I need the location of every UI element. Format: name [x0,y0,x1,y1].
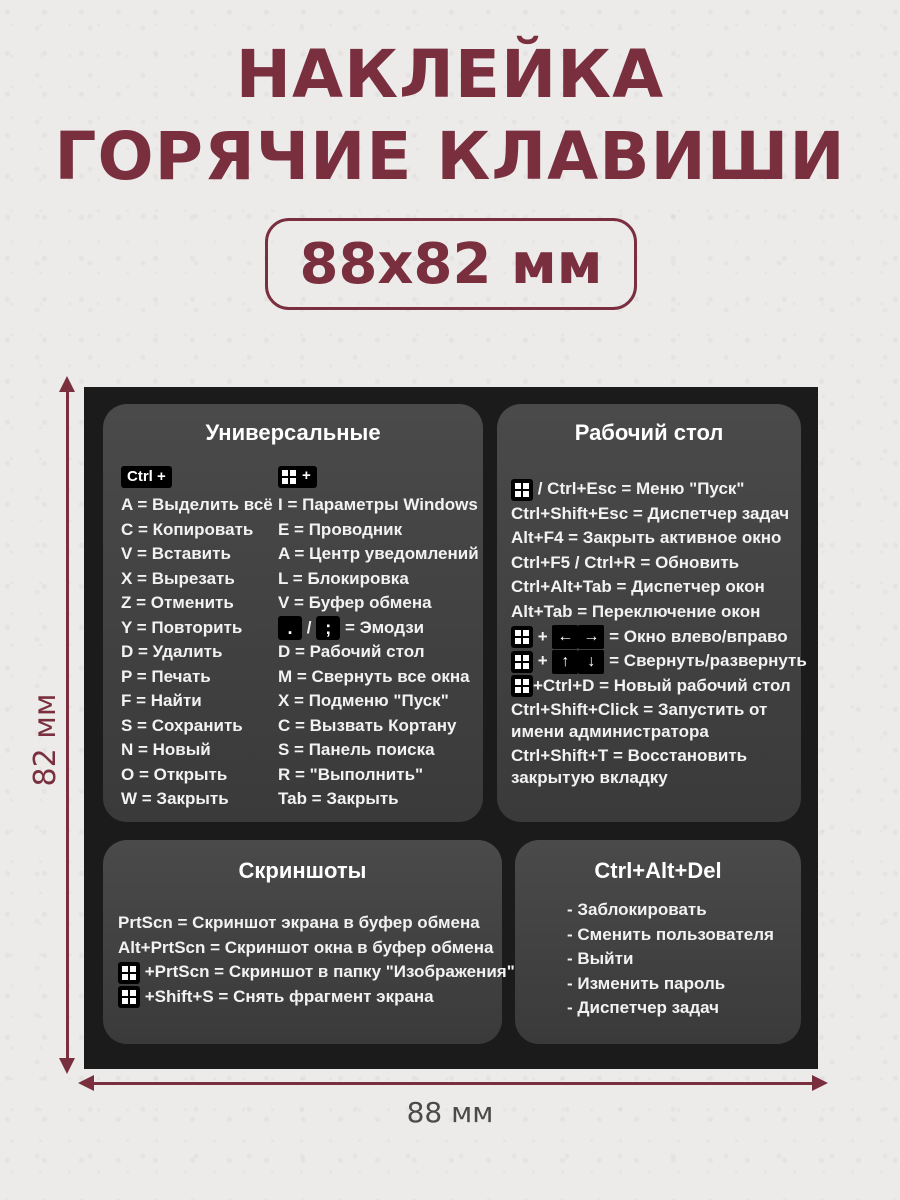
list-item: F = Найти [121,691,202,710]
list-item: M = Свернуть все окна [278,666,470,686]
panel-screenshots-title: Скриншоты [238,858,367,883]
list-item: - Сменить пользователя [567,924,774,944]
height-dimension-label: 82 мм [27,693,63,787]
list-item: V = Буфер обмена [278,593,432,612]
emoji-label: = Эмодзи [344,617,425,637]
list-item-emoji [278,616,479,641]
list-item: D = Рабочий стол [278,642,425,661]
list-item [118,985,515,1010]
list-item [511,477,793,502]
arrow-right-key-icon: → [578,625,604,649]
list-item: S = Сохранить [121,715,243,735]
list-item: X = Подменю "Пуск" [278,691,449,710]
plus-sign: + [537,651,548,671]
panel-universal [103,404,483,822]
list-item: Y = Повторить [121,617,243,637]
windows-icon [278,466,300,488]
list-item: - Изменить пароль [567,973,726,993]
list-item: V = Вставить [121,544,231,563]
windows-icon [511,479,533,501]
panel-ctrl-alt-del-title: Ctrl+Alt+Del [594,858,722,883]
win-key-combo [278,466,317,488]
list-item: X = Вырезать [121,568,235,588]
windows-icon [118,986,140,1008]
width-dimension-label: 88 мм [406,1096,494,1129]
size-badge [265,218,637,310]
list-item: Alt+PrtScn = Скриншот окна в буфер обмена [118,937,494,957]
sticker [84,387,818,1069]
list-item: O = Открыть [121,764,228,784]
list-item: A = Центр уведомлений [278,544,479,563]
arrow-up-key-icon: ↑ [552,650,578,674]
plus-sign: + [537,626,548,646]
list-item: - Выйти [567,949,634,968]
list-item-text: / Ctrl+Esc = Меню "Пуск" [537,479,745,498]
emoji-separator: / [306,617,312,637]
screenshot-shortcuts [118,911,515,1009]
list-item: A = Выделить всё [121,495,273,514]
list-item [118,960,515,985]
list-item: C = Копировать [121,519,254,539]
list-item-text: +Shift+S = Снять фрагмент экрана [144,986,434,1006]
list-item: имени администратора [511,721,709,741]
list-item-text: +Ctrl+D = Новый рабочий стол [533,675,791,695]
windows-icon [511,651,533,673]
title-line-1: НАКЛЕЙКА [235,36,665,113]
title-line-2: ГОРЯЧИЕ КЛАВИШИ [54,118,846,195]
plus-sign: + [302,467,311,485]
list-item: закрытую вкладку [511,767,668,787]
list-item: PrtScn = Скриншот экрана в буфер обмена [118,913,480,932]
list-item: L = Блокировка [278,568,409,588]
panel-universal-title: Универсальные [205,420,381,445]
list-item-text: = Свернуть/развернуть [609,651,807,671]
width-dimension-line [82,1082,822,1085]
list-item [511,625,793,650]
panel-screenshots [103,840,515,1044]
arrow-down-key-icon: ↓ [578,650,604,674]
arrow-left-key-icon: ← [552,625,578,649]
windows-icon [511,675,533,697]
size-label: 88x82 мм [299,231,603,297]
list-item: Alt+Tab = Переключение окон [511,601,761,621]
list-item: C = Вызвать Кортану [278,715,457,735]
panel-ctrl-alt-del [515,840,801,1044]
list-item: Ctrl+Alt+Tab = Диспетчер окон [511,577,765,597]
list-item: Alt+F4 = Закрыть активное окно [511,528,782,548]
list-item: Ctrl+F5 / Ctrl+R = Обновить [511,552,740,572]
list-item-text: +PrtScn = Скриншот в папку "Изображения" [144,962,515,981]
list-item [511,674,793,699]
list-item: Tab = Закрыть [278,789,399,808]
list-item: Z = Отменить [121,593,234,612]
semicolon-key: ; [316,616,340,640]
windows-icon [511,626,533,648]
windows-icon [118,962,140,984]
list-item: E = Проводник [278,519,403,539]
win-shortcuts-column [278,464,479,812]
panel-desktop-title: Рабочий стол [574,420,724,445]
period-key: . [278,616,302,640]
list-item: Ctrl+Shift+T = Восстановить [511,745,748,765]
ctrl-key: Ctrl + [121,466,172,488]
list-item: Ctrl+Shift+Click = Запустить от [511,700,768,720]
list-item: D = Удалить [121,642,223,661]
desktop-shortcuts [511,477,807,793]
list-item: W = Закрыть [121,789,229,808]
arrow-right-icon [812,1075,828,1091]
list-item: S = Панель поиска [278,740,435,759]
list-item: P = Печать [121,666,211,686]
list-item: Ctrl+Shift+Esc = Диспетчер задач [511,503,790,523]
list-item: N = Новый [121,740,211,759]
list-item [511,649,807,674]
list-item: R = "Выполнить" [278,764,424,784]
arrow-up-icon [59,376,75,392]
panel-desktop [497,404,807,822]
list-item: - Диспетчер задач [567,998,720,1017]
arrow-left-icon [78,1075,94,1091]
list-item: I = Параметры Windows [278,495,478,514]
arrow-down-icon [59,1058,75,1074]
list-item-text: = Окно влево/вправо [609,626,788,646]
list-item: - Заблокировать [567,900,707,919]
ctrl-alt-del-items [567,898,774,1021]
ctrl-shortcuts-column [121,464,273,812]
